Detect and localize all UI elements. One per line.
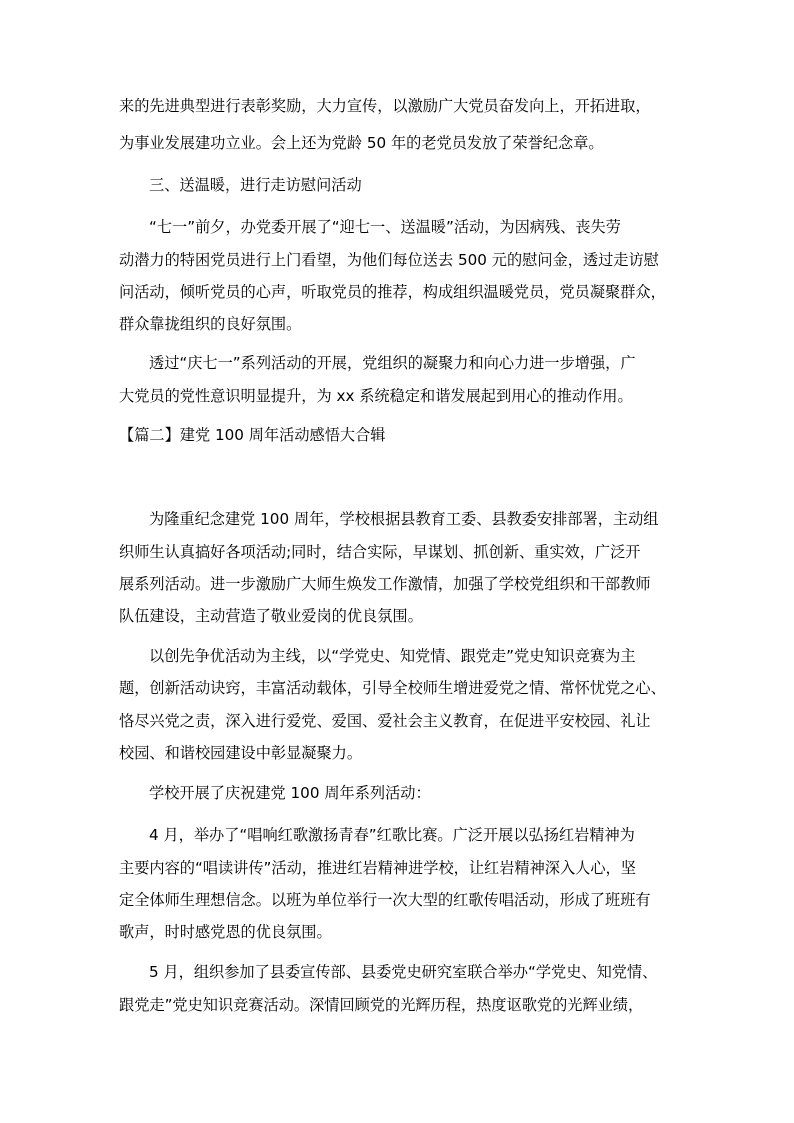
article-title: 【篇二】建党 100 周年活动感悟大合辑 bbox=[119, 426, 386, 444]
text-line: 跟党走”党史知识竞赛活动。深情回顾党的光辉历程，热度讴歌党的光辉业绩， bbox=[119, 996, 644, 1014]
text-line: 5 月，组织参加了县委宣传部、县委党史研究室联合举办“学党史、知党情、 bbox=[149, 963, 658, 981]
text-line: 问活动，倾听党员的心声，听取党员的推荐，构成组织温暖党员，党员凝聚群众， bbox=[119, 283, 666, 301]
text-line: 恪尽兴党之责，深入进行爱党、爱国、爱社会主义教育，在促进平安校园、礼让 bbox=[119, 712, 651, 730]
section-heading: 三、送温暖，进行走访慰问活动 bbox=[149, 176, 362, 194]
text-line: 主要内容的“唱读讲传”活动，推进红岩精神进学校，让红岩精神深入人心，坚 bbox=[119, 859, 636, 877]
text-line: 校园、和谐校园建设中彰显凝聚力。 bbox=[119, 744, 362, 762]
text-line: 以创先争优活动为主线，以“学党史、知党情、跟党走”党史知识竞赛为主 bbox=[149, 647, 636, 665]
text-line: 队伍建设，主动营造了敬业爱岗的优良氛围。 bbox=[119, 607, 423, 625]
text-line: 大党员的党性意识明显提升，为 xx 系统稳定和谐发展起到用心的推动作用。 bbox=[119, 387, 633, 405]
text-line: 为隆重纪念建党 100 周年，学校根据县教育工委、县教委安排部署，主动组 bbox=[149, 510, 659, 528]
text-line: 群众靠拢组织的良好氛围。 bbox=[119, 315, 302, 333]
text-line: 4 月，举办了“唱响红歌激扬青春”红歌比赛。广泛开展以弘扬红岩精神为 bbox=[149, 826, 635, 844]
text-line: 织师生认真搞好各项活动;同时，结合实际，早谋划、抓创新、重实效，广泛开 bbox=[119, 543, 641, 561]
text-line: “七一”前夕，办党委开展了“迎七一、送温暖”活动，为因病残、丧失劳 bbox=[149, 218, 621, 236]
text-line: 展系列活动。进一步激励广大师生焕发工作激情，加强了学校党组织和干部教师 bbox=[119, 575, 651, 593]
text-line: 学校开展了庆祝建党 100 周年系列活动： bbox=[149, 784, 431, 802]
text-line: 题，创新活动诀窍，丰富活动载体，引导全校师生增进爱党之情、常怀忧党之心、 bbox=[119, 679, 666, 697]
text-line: 透过“庆七一”系列活动的开展，党组织的凝聚力和向心力进一步增强，广 bbox=[149, 354, 636, 372]
text-line: 动潜力的特困党员进行上门看望，为他们每位送去 500 元的慰问金，透过走访慰 bbox=[119, 251, 659, 269]
text-line: 歌声，时时感党恩的优良氛围。 bbox=[119, 923, 332, 941]
text-line: 为事业发展建功立业。会上还为党龄 50 年的老党员发放了荣誉纪念章。 bbox=[119, 134, 604, 152]
text-line: 来的先进典型进行表彰奖励，大力宣传，以激励广大党员奋发向上，开拓进取， bbox=[119, 97, 651, 115]
text-line: 定全体师生理想信念。以班为单位举行一次大型的红歌传唱活动，形成了班班有 bbox=[119, 891, 651, 909]
